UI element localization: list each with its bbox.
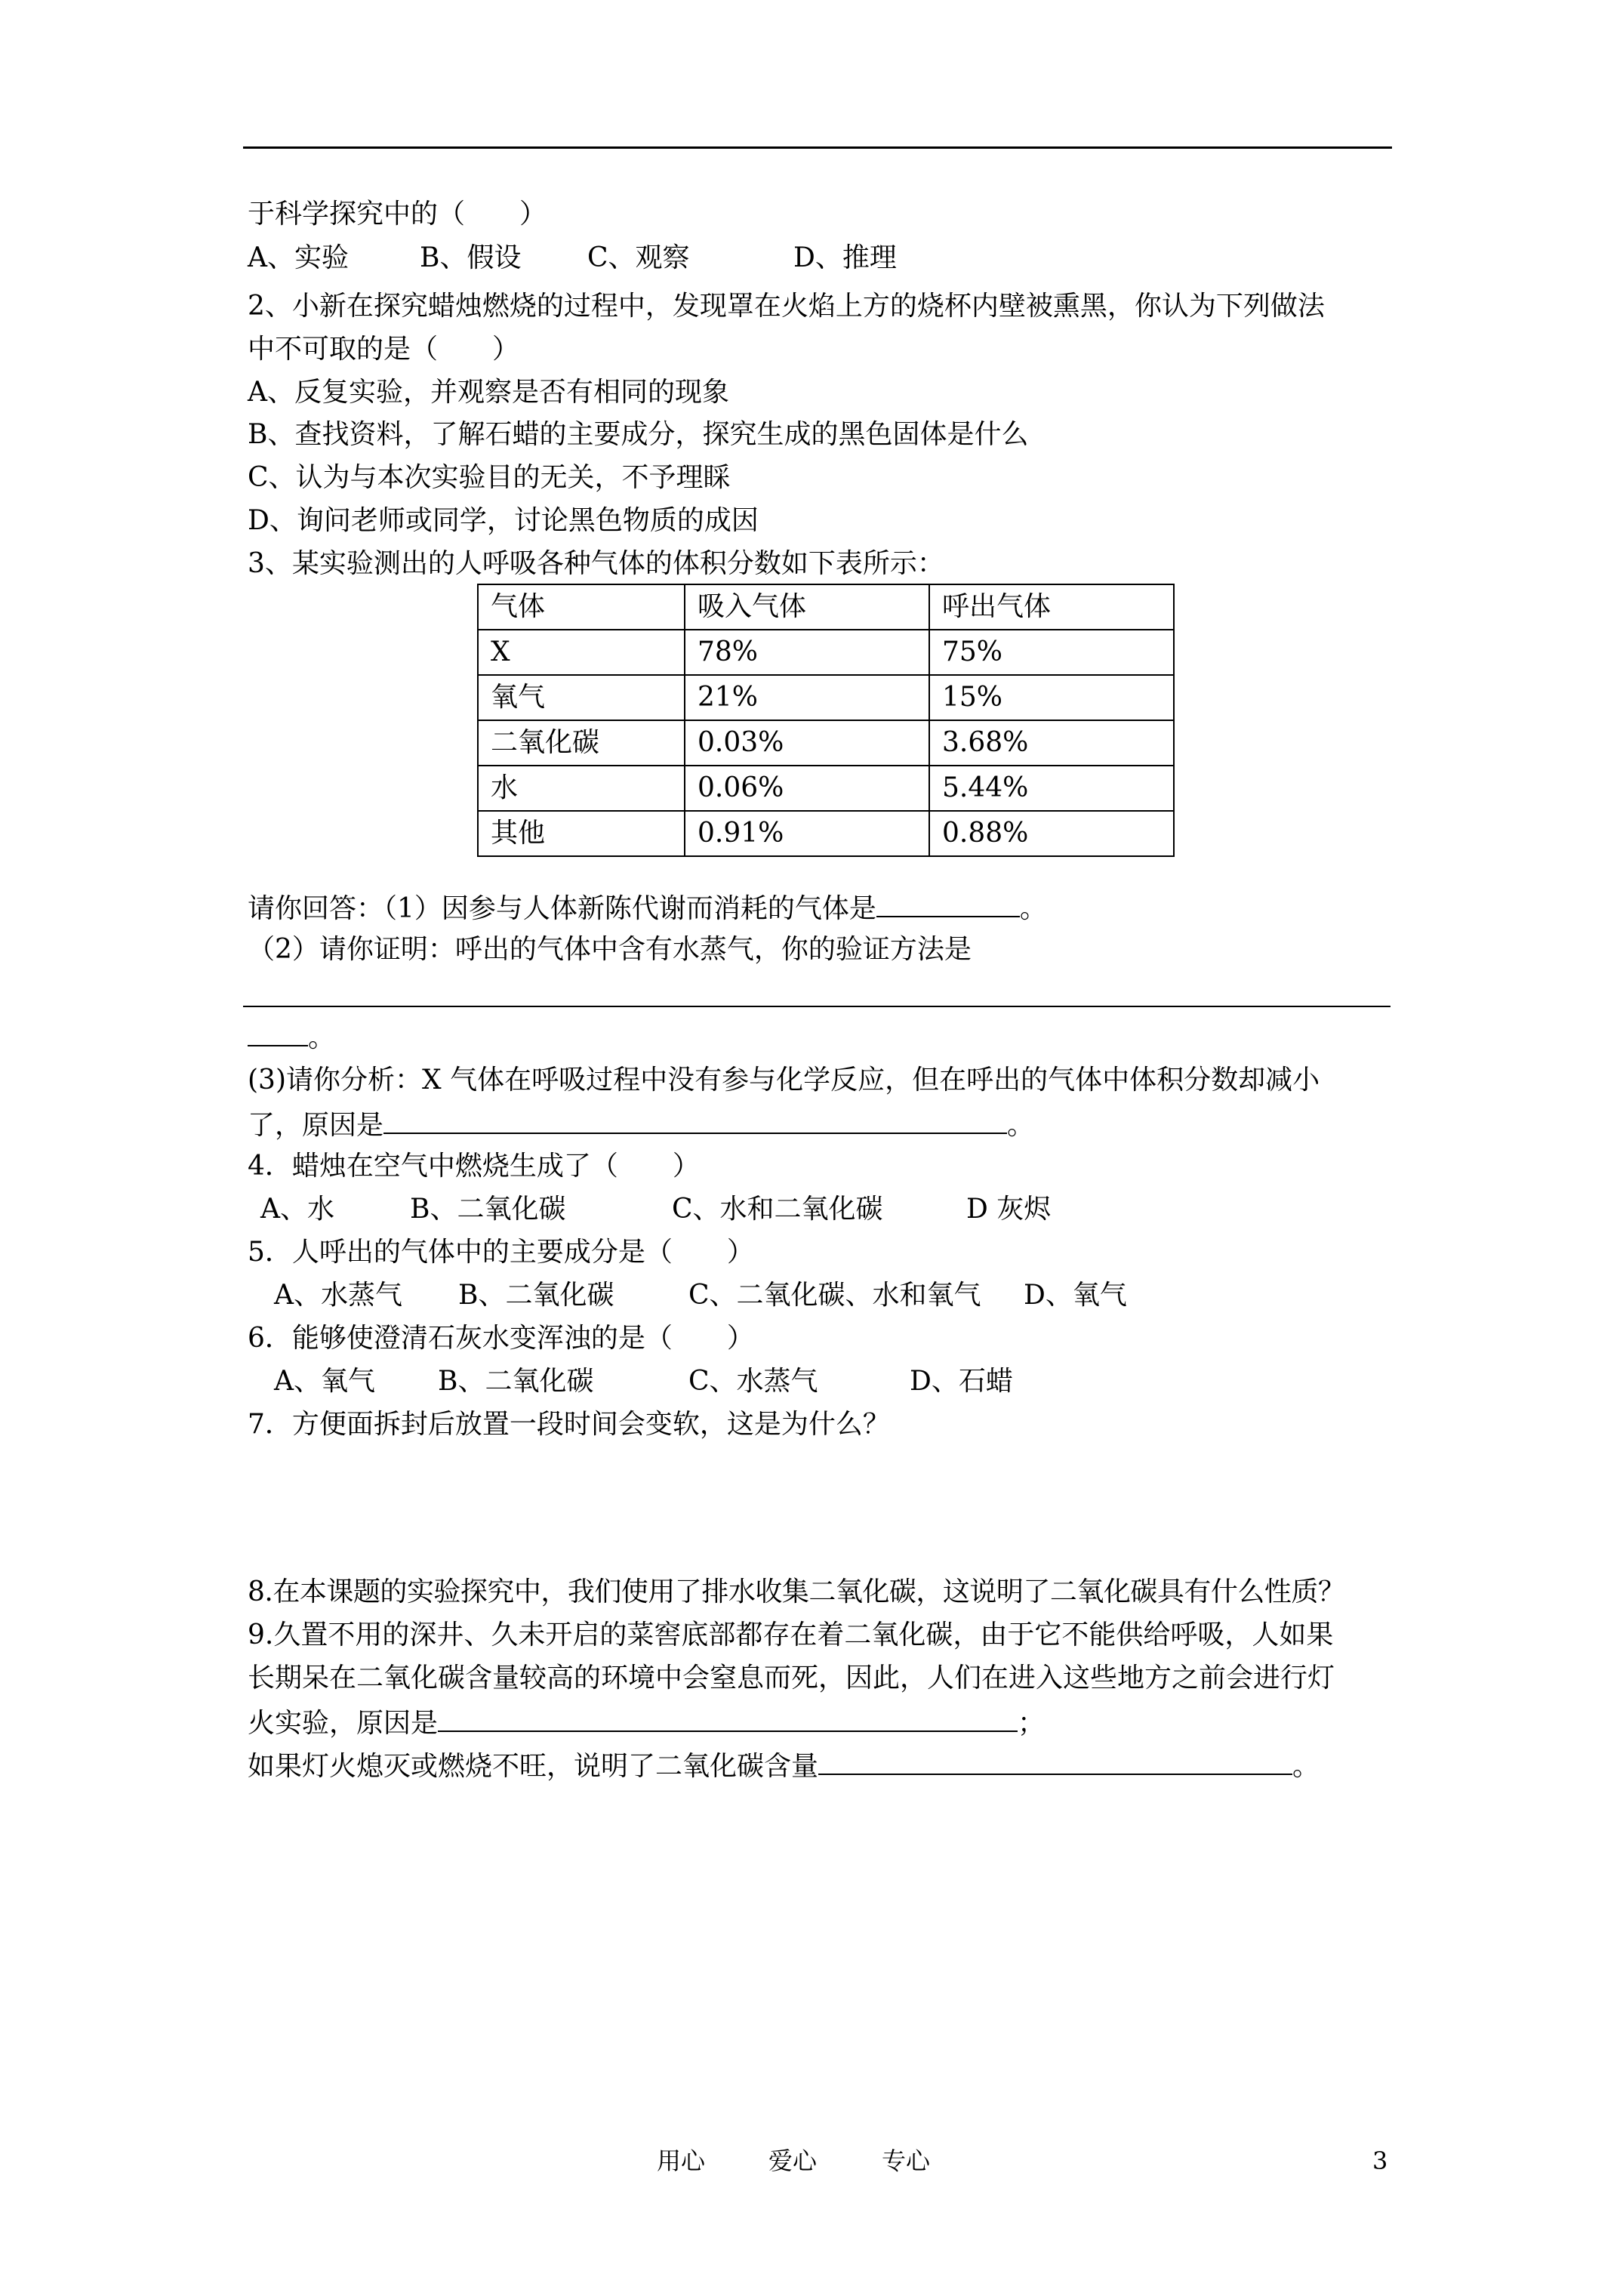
table-cell: 15%	[929, 675, 1174, 720]
q9-line2: 长期呆在二氧化碳含量较高的环境中会窒息而死，因此，人们在进入这些地方之前会进行灯	[248, 1663, 1335, 1693]
q3-answer-1-blank[interactable]	[876, 890, 1020, 917]
q3-answer-2-blank-line[interactable]	[243, 1006, 1390, 1007]
table-cell: X	[478, 630, 685, 675]
q4-stem: 4．蜡烛在空气中燃烧生成了（ ）	[248, 1151, 700, 1182]
table-cell: 氧气	[478, 675, 685, 720]
table-cell: 其他	[478, 811, 685, 856]
table-row	[478, 675, 1174, 720]
table-cell: 0.91%	[685, 811, 929, 856]
table-cell: 0.03%	[685, 720, 929, 766]
q2-option-a: A、反复实验，并观察是否有相同的现象	[248, 377, 729, 408]
q6-options	[274, 1365, 1013, 1398]
q5-option-d: D、氧气	[1024, 1280, 1127, 1311]
table-cell: 0.06%	[685, 766, 929, 811]
footer-left: 用心	[657, 2147, 706, 2175]
q6-option-c: C、水蒸气	[688, 1366, 818, 1397]
q3-answer-2-blank[interactable]	[248, 1019, 308, 1046]
table-header-cell: 吸入气体	[685, 584, 929, 630]
q2-stem-line1: 2、小新在探究蜡烛燃烧的过程中，发现罩在火焰上方的烧杯内壁被熏黑，你认为下列做法	[248, 291, 1325, 322]
q2-option-c: C、认为与本次实验目的无关，不予理睬	[248, 462, 731, 493]
q2-option-d: D、询问老师或同学，讨论黑色物质的成因	[248, 505, 759, 536]
q6-option-b: B、二氧化碳	[438, 1366, 594, 1397]
q7-stem: 7．方便面拆封后放置一段时间会变软，这是为什么？	[248, 1409, 890, 1440]
q2-stem-line2: 中不可取的是（ ）	[248, 334, 520, 365]
q4-option-b: B、二氧化碳	[410, 1194, 566, 1225]
q5-options	[274, 1279, 1127, 1312]
table-cell: 水	[478, 766, 685, 811]
q5-option-b: B、二氧化碳	[458, 1280, 614, 1311]
q3-answer-2: （2）请你证明：呼出的气体中含有水蒸气，你的验证方法是	[248, 934, 972, 965]
table-row	[478, 720, 1174, 766]
table-header-cell: 气体	[478, 584, 685, 630]
q9-reason-blank[interactable]	[438, 1705, 1018, 1732]
q9-line4-end: 。	[1292, 1751, 1320, 1782]
q6-option-d: D、石蜡	[910, 1366, 1013, 1397]
q3-answer-1	[248, 890, 1047, 926]
table-cell: 5.44%	[929, 766, 1174, 811]
page-number: 3	[1372, 2147, 1388, 2175]
header-rule	[243, 146, 1392, 149]
q9-line3-end: ；	[1018, 1708, 1046, 1739]
table-cell: 3.68%	[929, 720, 1174, 766]
table-row	[478, 630, 1174, 675]
q3-answer-1-text: 请你回答：（1）因参与人体新陈代谢而消耗的气体是	[248, 893, 876, 924]
q5-option-c: C、二氧化碳、水和氧气	[688, 1280, 981, 1311]
q3-answer-1-end: 。	[1019, 893, 1047, 924]
q9-line4-text: 如果灯火熄灭或燃烧不旺，说明了二氧化碳含量	[248, 1751, 819, 1782]
gas-table	[477, 584, 1175, 857]
table-row	[478, 811, 1174, 856]
table-header-row	[478, 584, 1174, 630]
q4-option-c: C、水和二氧化碳	[672, 1194, 883, 1225]
q3-stem: 3、某实验测出的人呼吸各种气体的体积分数如下表所示：	[248, 548, 944, 579]
q4-option-a: A、水	[260, 1194, 334, 1225]
q4-options	[260, 1193, 1051, 1226]
q9-line1: 9.久置不用的深井、久未开启的菜窖底部都存在着二氧化碳，由于它不能供给呼吸，人如果	[248, 1620, 1334, 1650]
q3-answer-2-end: 。	[308, 1022, 336, 1053]
q1-option-a: A、实验	[248, 242, 349, 273]
q8-stem: 8.在本课题的实验探究中，我们使用了排水收集二氧化碳，这说明了二氧化碳具有什么性质？	[248, 1576, 1345, 1607]
footer-right: 专心	[882, 2147, 931, 2175]
q6-option-a: A、氧气	[274, 1366, 375, 1397]
q3-answer-3-end: 。	[1007, 1110, 1035, 1141]
q1-option-d: D、推理	[793, 242, 897, 273]
q2-option-b: B、查找资料，了解石蜡的主要成分，探究生成的黑色固体是什么	[248, 419, 1029, 450]
q3-answer-3-line2	[248, 1107, 1034, 1142]
table-header-cell: 呼出气体	[929, 584, 1174, 630]
table-cell: 21%	[685, 675, 929, 720]
footer-middle: 爱心	[768, 2147, 818, 2175]
q1-stem-tail: 于科学探究中的（ ）	[248, 199, 547, 230]
q5-option-a: A、水蒸气	[274, 1280, 402, 1311]
q1-options	[248, 242, 897, 275]
table-cell: 二氧化碳	[478, 720, 685, 766]
q1-option-c: C、观察	[587, 242, 690, 273]
q1-option-b: B、假设	[420, 242, 522, 273]
q6-stem: 6．能够使澄清石灰水变浑浊的是（ ）	[248, 1323, 754, 1354]
q3-answer-3-line1: (3)请你分析：X 气体在呼吸过程中没有参与化学反应，但在呼出的气体中体积分数却减小	[248, 1065, 1320, 1096]
q4-option-d: D 灰烬	[966, 1194, 1052, 1225]
table-cell: 75%	[929, 630, 1174, 675]
q3-answer-2-tail	[248, 1019, 335, 1055]
table-cell: 0.88%	[929, 811, 1174, 856]
q9-line4	[248, 1748, 1320, 1783]
q5-stem: 5．人呼出的气体中的主要成分是（ ）	[248, 1237, 754, 1268]
q3-answer-3-blank[interactable]	[383, 1107, 1007, 1134]
q9-line3-text: 火实验，原因是	[248, 1708, 439, 1739]
table-cell: 78%	[685, 630, 929, 675]
q3-answer-3-text: 了，原因是	[248, 1110, 384, 1141]
q9-content-blank[interactable]	[818, 1748, 1292, 1775]
q9-line3	[248, 1705, 1045, 1740]
table-row	[478, 766, 1174, 811]
